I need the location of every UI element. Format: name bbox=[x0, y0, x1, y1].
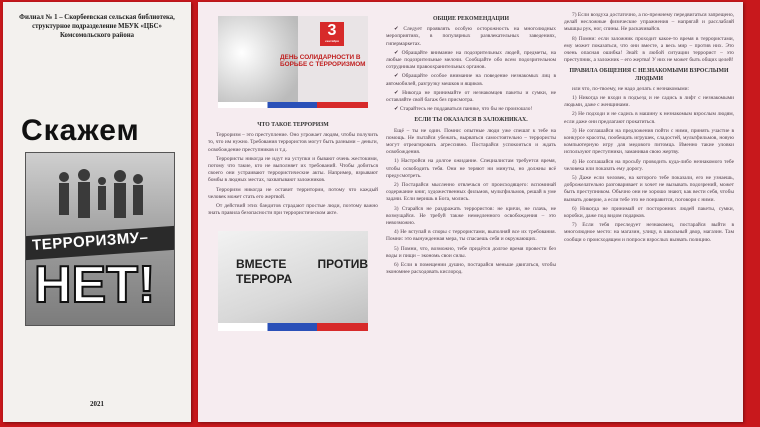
together-against-terror-banner bbox=[218, 231, 368, 331]
stranger-rule: 2) Не подходи и не садись в машину к незнакомым взрослым людям, если даже они предлагают прокатиться. bbox=[564, 111, 734, 125]
hostage-rule: 1) Настройся на долгое ожидание. Специалистам требуется время, чтобы освободить тебя. Они не теряют ни минуты, но должны всё предусмотреть. bbox=[386, 158, 556, 179]
hostage-rule: 2) Постарайся мысленно отвлечься от происходящего: вспоминай содержание книг, художественных фильмов, мультфильмов, решай в уме задачи. Если веришь в Бога, молись. bbox=[386, 182, 556, 203]
stranger-rule: 6) Никогда не принимай от посторонних людей пакеты, сумки, коробки, даже под видом подарков. bbox=[564, 205, 734, 220]
stranger-rule: 1) Никогда не входи в подъезд и не садись в лифт с незнакомыми людьми, даже с женщинами. bbox=[564, 95, 734, 109]
cover-title: Скажем bbox=[21, 114, 140, 147]
hostage-rule: 7) Если воздуха достаточно, а по-прежнему передвигаться запрещено, делай несложные физические упражнения – напрягай и расслабляй мышцы рук, ног, спины. Не раскачивайся. bbox=[564, 12, 734, 33]
column-3 bbox=[564, 12, 734, 412]
section-heading-hostages: ЕСЛИ ТЫ ОКАЗАЛСЯ В ЗАЛОЖНИКАХ. bbox=[414, 117, 528, 124]
flag-stripe bbox=[218, 102, 368, 108]
recommendation-item: ✔ Никогда не принимайте от незнакомцев пакеты и сумки, не оставляйте свой багаж без присмотра. bbox=[386, 89, 556, 104]
date-month: сентября bbox=[325, 39, 339, 43]
section-heading-terrorism: ЧТО ТАКОЕ ТЕРРОРИЗМ bbox=[257, 122, 329, 128]
paragraph: Терроризм – это преступление. Оно угрожает людям, чтобы получить то, что им нужно. Требования террористов могут быть разными – деньги, освобождение преступников и т.д. bbox=[208, 132, 378, 153]
stranger-rule: 4) Не соглашайся на просьбу проводить куда-либо незнакомого тебе человека или показать ему дорогу. bbox=[564, 158, 734, 172]
silhouettes-icon bbox=[50, 167, 150, 223]
flag-stripe bbox=[218, 323, 368, 331]
hostage-rule: 5) Помни, что, возможно, тебе придётся долгое время провести без воды и пищи – экономь свои силы. bbox=[386, 245, 556, 259]
stranger-rule: 5) Даже если человек, на которого тебе показали, его не узнаешь, доброжелательно разговаривает и хочет не вызывать подозрений, может быть преступником. Обычно они не хорошо знают, как вести себя, чтобы вызвать доверие, а если тебе это не понравится, поговори с ними. bbox=[564, 175, 734, 203]
cover-header: Филиал № 1 – Скорбеевская сельская библиотека, структурное подразделение МБУК «ЦБС» Комсомольского района bbox=[19, 14, 175, 39]
recommendation-item: ✔ Следует проявлять особую осторожность на многолюдных мероприятиях, в популярных развлекательных заведениях, гипермаркетах. bbox=[386, 26, 556, 47]
column-2 bbox=[386, 12, 556, 412]
banner-caption: ДЕНЬ СОЛИДАРНОСТИ В БОРЬБЕ С ТЕРРОРИЗМОМ bbox=[280, 54, 366, 69]
poster-title-line2: НЕТ! bbox=[34, 256, 156, 314]
stranger-rule: 3) Не соглашайся на предложения пойти с ними, принять участие в конкурсе красоты, пообещать игрушек, сладостей, мультфильмов, новую компьютерную игру для медового питомца. Именно такие уловки используют преступники, заманивая свою жертву. bbox=[564, 127, 734, 156]
recommendation-item: ✔ Обращайте особое внимание на поведение незнакомых лиц в автомобилей, разгрузку мешков и ящиков. bbox=[386, 73, 556, 87]
cover-year: 2021 bbox=[90, 400, 104, 408]
date-number: 3 bbox=[327, 22, 337, 39]
poster-title-line1: ТЕРРОРИЗМУ– bbox=[31, 228, 149, 255]
brochure-inner-sheet bbox=[198, 2, 743, 422]
strangers-intro: или что, по-твоему, не надо делать с незнакомыми: bbox=[572, 85, 690, 92]
section-heading-strangers: ПРАВИЛА ОБЩЕНИЯ С НЕЗНАКОМЫМИ ВЗРОСЛЫМИ ЛЮДЬМИ bbox=[569, 68, 729, 82]
paragraph: Терроризм никогда не оставит территории, потому что каждый человек может стать его жертвой. bbox=[208, 186, 378, 200]
hostage-rule: 8) Помни: если заложник проходит какое-то время в террористами, ему может показаться, что они вместе, а весь мир – против них. Это очень опасная ошибка! Знай: в любой ситуации террорист – это преступник, а заложник – его жертва! У них не может быть общих целей! bbox=[564, 35, 734, 64]
paragraph: Террористы никогда не идут на уступки и бывают очень жестокими, потому что такие, кто не выполняет их требований. Чтобы добиться своего они устраивают террористические акты. Например, взрывают бомбы в людных местах, захватывают заложников. bbox=[208, 155, 378, 184]
recommendation-item: ✔ Старайтесь не поддаваться панике, что бы не произошло! bbox=[394, 106, 533, 113]
section-heading-recommendations: ОБЩИЕ РЕКОМЕНДАЦИИ bbox=[432, 16, 510, 22]
recommendation-item: ✔ Обращайте внимание на подозрительных людей, предметы, на любые подозрительные мелочи. Сообщайте обо всем подозрительном сотрудникам правоохранительных органов. bbox=[386, 49, 556, 71]
banner2-text: ВМЕСТЕ ПРОТИВ ТЕРРОРА bbox=[236, 257, 368, 287]
hostage-rule: 4) Не вступай в споры с террористами, выполняй все их требования. Помни: это вынужденная мера, ты спасаешь себя и окружающих. bbox=[386, 229, 556, 243]
date-badge bbox=[320, 22, 344, 46]
column-1 bbox=[208, 12, 378, 412]
paragraph: От действий этих бандитов страдают простые люди, поэтому важно знать правила безопасности при террористическом акте. bbox=[208, 203, 378, 217]
cover-poster bbox=[25, 152, 175, 326]
hostage-rule: 6) Если в помещении душно, постарайся меньше двигаться, чтобы экономнее расходовать кислород. bbox=[386, 262, 556, 276]
solidarity-day-banner bbox=[218, 16, 368, 108]
hostage-rule: Ещё – ты не один. Помни: опытные люди уже спешат к тебе на помощь. Не пытайся убежать, вырваться самостоятельно – террористы могут отреагировать агрессивно. Постарайся успокоиться и ждать освобождения. bbox=[386, 127, 556, 156]
brochure-cover bbox=[3, 2, 191, 422]
hostage-rule: 3) Старайся не раздражать террористов: не кричи, не плачь, не возмущайся. Не требуй также немедленного освобождения – это невозможно. bbox=[386, 205, 556, 227]
stranger-rule: 7) Если тебя преследует незнакомец, постарайся выйти в многолюдное место: на магазин, улицу, в школьный двор, магазин. Там сообщи о происходящем и попроси взрослых вызвать полицию. bbox=[564, 222, 734, 243]
